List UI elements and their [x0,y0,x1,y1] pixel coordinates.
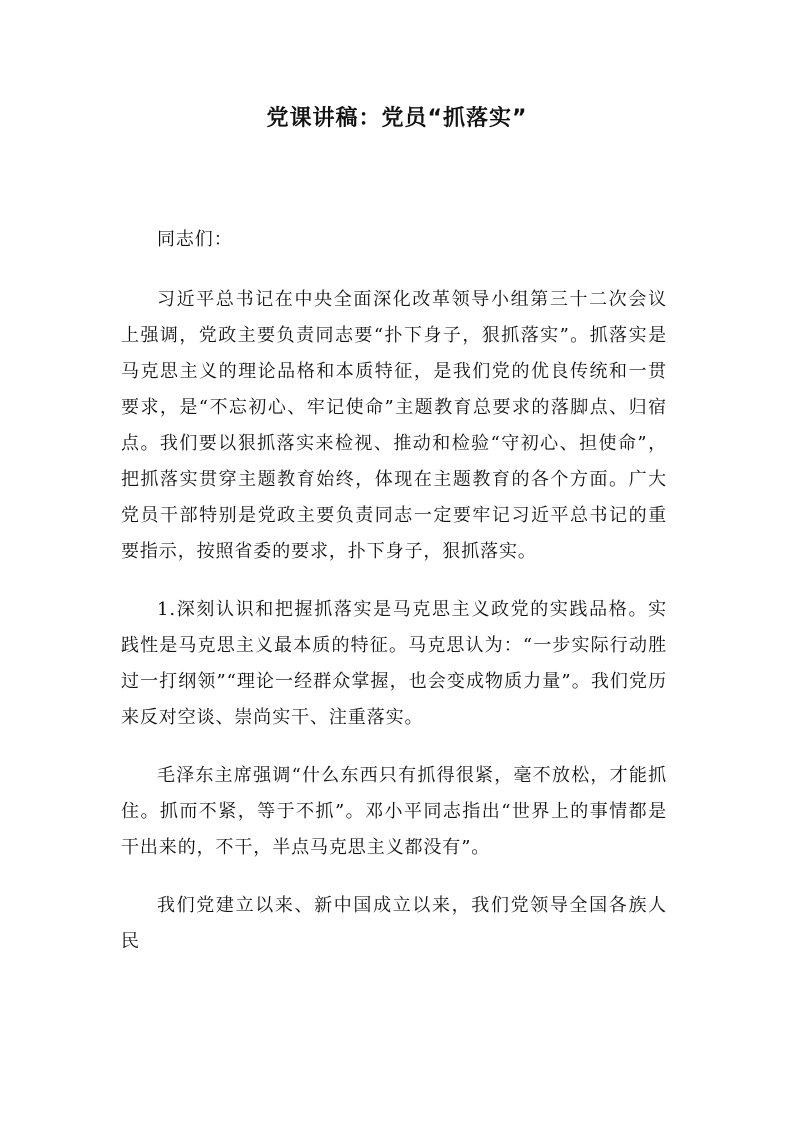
document-body [121,222,667,982]
paragraph-mao-quote: 毛泽东主席强调“什么东西只有抓得很紧，毫不放松，才能抓住。抓而不紧，等于不抓”。邓小平同志指出“世界上的事情都是干出来的，不干，半点马克思主义都没有”。 [121,765,667,858]
paragraph-intro: 习近平总书记在中央全面深化改革领导小组第三十二次会议上强调，党政主要负责同志要“扑下身子，狠抓落实”。抓落实是马克思主义的理论品格和本质特征，是我们党的优良传统和一贯要求，是“不忘初心、牢记使命”主题教育总要求的落脚点、归宿点。我们要以狠抓落实来检视、推动和检验“守初心、担使命”，把抓落实贯穿主题教育始终，体现在主题教育的各个方面。广大党员干部特别是党政主要负责同志一定要牢记习近平总书记的重要指示，按照省委的要求，扑下身子，狠抓落实。 [121,289,667,562]
greeting: 同志们： [157,229,233,250]
paragraph-point-1: 1.深刻认识和把握抓落实是马克思主义政党的实践品格。实践性是马克思主义最本质的特征。马克思认为：“一步实际行动胜过一打纲领”“理论一经群众掌握，也会变成物质力量”。我们党历来反对空谈、崇尚实干、注重落实。 [121,599,667,728]
paragraph-history: 我们党建立以来、新中国成立以来，我们党领导全国各族人民 [121,895,667,952]
document-title: 党课讲稿：党员“抓落实” [266,106,528,131]
